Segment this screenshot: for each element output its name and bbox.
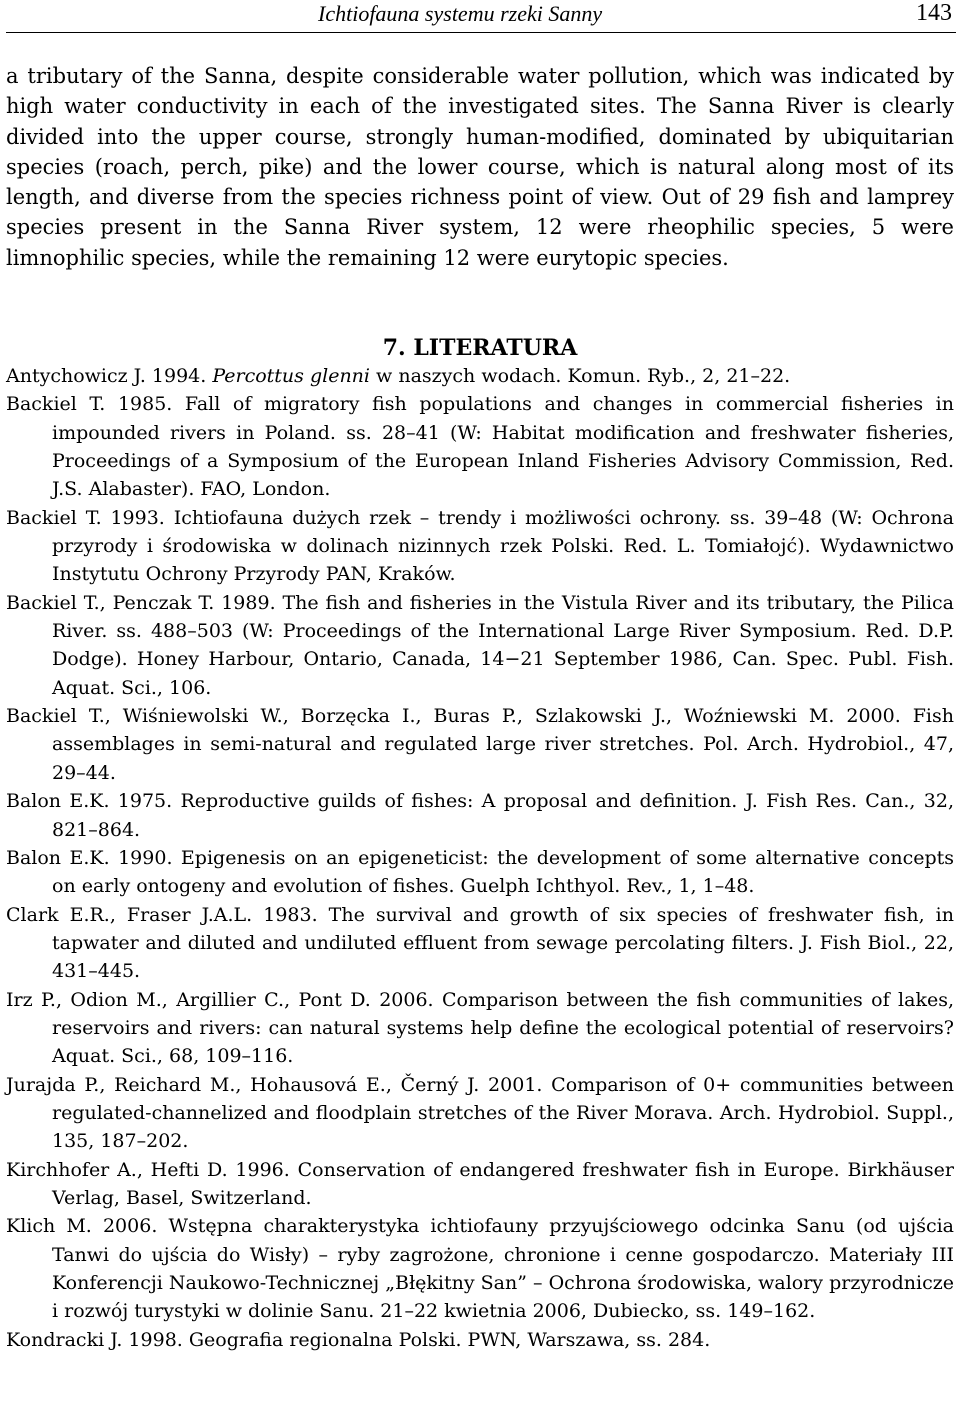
reference-text: Kirchhofer A., Hefti D. 1996. Conservation of endangered freshwater fish in Europe. Birkhäuser Verlag, Basel, Switzerland.: [6, 1158, 954, 1209]
reference-text: Balon E.K. 1990. Epigenesis on an epigeneticist: the development of some alternative concepts on early ontogeny and evolution of fishes. Guelph Ichthyol. Rev., 1, 1–48.: [6, 846, 954, 898]
reference-text: Antychowicz J. 1994.: [6, 365, 213, 387]
reference-text-tail: w naszych wodach. Komun. Ryb., 2, 21–22.: [370, 365, 791, 387]
reference-item: [6, 1212, 954, 1325]
reference-item: [6, 787, 954, 844]
body-paragraph: a tributary of the Sanna, despite considerable water pollution, which was indicated by high water conductivity in each of the investigated sites. The Sanna River is clearly divided into the upper course, strongly human-modified, dominated by ubiquitarian species (roach, perch, pike) and the lower course, which is natural along most of its length, and diverse from the species richness point of view. Out of 29 fish and lamprey species present in the Sanna River system, 12 were rheophilic species, 5 were limnophilic species, while the remaining 12 were eurytopic species.: [6, 64, 954, 270]
reference-text: Irz P., Odion M., Argillier C., Pont D. 2006. Comparison between the fish communities of lakes, reservoirs and rivers: can natural systems help define the ecological potential of reservoirs? Aquat. Sci., 68, 109–116.: [6, 988, 954, 1068]
reference-text: Clark E.R., Fraser J.A.L. 1983. The survival and growth of six species of freshwater fish, in tapwater and diluted and undiluted effluent from sewage percolating filters. J. Fish Biol., 22, 431–445.: [6, 903, 954, 983]
reference-text: Backiel T. 1985. Fall of migratory fish populations and changes in commercial fisheries in impounded rivers in Poland. ss. 28–41 (W: Habitat modification and freshwater fisheries, Proceedings of a Symposium of the European Inland Fisheries Advisory Commission, Red. J.S. Alabaster). FAO, London.: [6, 393, 954, 501]
reference-item: [6, 362, 954, 390]
page-number: 143: [916, 0, 952, 26]
section-heading: 7. LITERATURA: [382, 335, 578, 361]
reference-text: Kondracki J. 1998. Geografia regionalna Polski. PWN, Warszawa, ss. 284.: [6, 1328, 711, 1351]
reference-text: Backiel T. 1993. Ichtiofauna dużych rzek – trendy i możliwości ochrony. ss. 39–48 (W: Ochrona przyrody i środowiska w dolinach nizinnych rzek Polski. Red. L. Tomiałojć). Wydawnictwo Instytutu Ochrony Przyrody PAN, Kraków.: [6, 506, 954, 586]
reference-italic-title: Percottus glenni: [212, 365, 370, 387]
reference-text: Balon E.K. 1975. Reproductive guilds of fishes: A proposal and definition. J. Fish Res. Can., 32, 821–864.: [6, 790, 954, 841]
reference-item: [6, 1156, 954, 1213]
reference-item: [6, 844, 954, 901]
reference-text: Backiel T., Penczak T. 1989. The fish and fisheries in the Vistula River and its tributary, the Pilica River. ss. 488–503 (W: Proceedings of the International Large River Symposium. Red. D.P. Dodge). Honey Harbour, Ontario, Canada, 14−21 September 1986, Can. Spec. Publ. Fish. Aquat. Sci., 106.: [6, 591, 954, 699]
running-title: Ichtiofauna systemu rzeki Sanny: [318, 1, 603, 26]
reference-item: [6, 1071, 954, 1156]
reference-item: [6, 702, 954, 787]
reference-item: [6, 390, 954, 503]
page-header: [0, 0, 960, 30]
reference-list: [6, 362, 954, 1354]
reference-text: Backiel T., Wiśniewolski W., Borzęcka I., Buras P., Szlakowski J., Woźniewski M. 2000. Fish assemblages in semi-natural and regulated large river stretches. Pol. Arch. Hydrobiol., 47, 29–44.: [6, 705, 954, 784]
reference-item: [6, 986, 954, 1071]
reference-item: [6, 504, 954, 589]
reference-item: [6, 901, 954, 986]
reference-item: [6, 589, 954, 702]
reference-text: Klich M. 2006. Wstępna charakterystyka ichtiofauny przyujściowego odcinka Sanu (od ujścia Tanwi do ujścia do Wisły) – ryby zagrożone, chronione i cenne gospodarczo. Materiały III Konferencji Naukowo-Technicznej „Błękitny San” – Ochrona środowiska, walory przyrodnicze i rozwój turystyki w dolinie Sanu. 21–22 kwietnia 2006, Dubiecko, ss. 149–162.: [6, 1215, 954, 1323]
reference-item: [6, 1326, 954, 1354]
reference-text: Jurajda P., Reichard M., Hohausová E., Černý J. 2001. Comparison of 0+ communities between regulated-channelized and floodplain stretches of the River Morava. Arch. Hydrobiol. Suppl., 135, 187–202.: [6, 1073, 954, 1153]
header-divider: [6, 32, 956, 33]
